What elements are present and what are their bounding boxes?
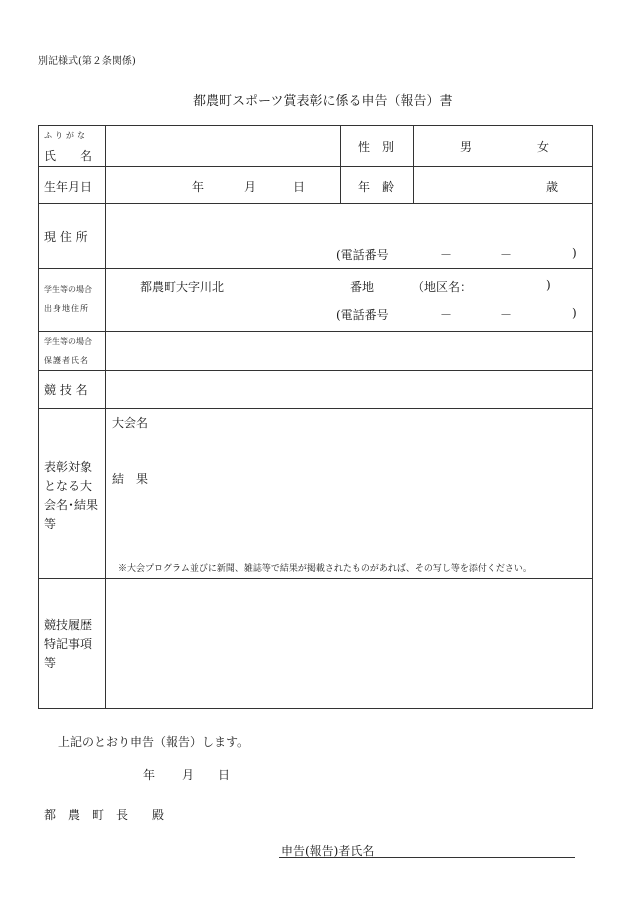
birthdate-month-unit: 月 [244, 180, 257, 194]
address-phone-dash-2: － [500, 248, 513, 262]
form-reference: 別記様式(第２条関係) [38, 56, 136, 67]
attachment-note: ※大会プログラム並びに新聞、雑誌等で結果が掲載されたものがあれば、その写し等を添付ください。 [118, 564, 532, 574]
guardian-label-line1: 学生等の場合 [44, 337, 92, 346]
birthdate-day-unit: 日 [293, 180, 306, 194]
age-unit: 歳 [546, 180, 559, 194]
award-label-line1: 表彰対象 [44, 460, 93, 474]
address-phone-label: (電話番号 [336, 248, 389, 262]
guardian-label-line2: 保護者氏名 [44, 356, 89, 365]
address-phone-dash-1: － [440, 248, 453, 262]
address-phone-close: ) [572, 246, 577, 260]
award-label-line4: 等 [44, 517, 57, 531]
origin-label-line2: 出身地住所 [44, 304, 89, 313]
birthdate-year-unit: 年 [192, 180, 205, 194]
award-label-line2: となる大 [44, 479, 93, 493]
gender-label: 性 別 [358, 140, 395, 154]
origin-address-prefix: 都農町大字川北 [140, 280, 225, 294]
birthdate-label: 生年月日 [44, 180, 93, 194]
origin-phone-dash-1: － [440, 308, 453, 322]
history-label-line3: 等 [44, 656, 57, 670]
origin-phone-label: (電話番号 [336, 308, 389, 322]
declaration-statement: 上記のとおり申告（報告）します。 [58, 735, 250, 749]
name-label: 氏 名 [44, 149, 93, 163]
origin-phone-dash-2: － [500, 308, 513, 322]
signature-label: 申告(報告)者氏名 [281, 844, 375, 858]
gender-male-option[interactable]: 男 [460, 140, 473, 154]
gender-female-option[interactable]: 女 [537, 140, 550, 154]
origin-banchi-label: 番地 [350, 280, 375, 294]
footer-day-unit: 日 [218, 768, 231, 782]
history-label-line1: 競技履歴 [44, 618, 93, 632]
origin-phone-close: ) [572, 306, 577, 320]
furigana-label: ふりがな [44, 131, 88, 140]
award-label-line3: 会名･結果 [44, 498, 99, 512]
page-title: 都農町スポーツ賞表彰に係る申告（報告）書 [193, 94, 453, 109]
footer-year-unit: 年 [143, 768, 156, 782]
footer-month-unit: 月 [182, 768, 195, 782]
origin-label-line1: 学生等の場合 [44, 285, 92, 294]
tournament-name-label: 大会名 [112, 416, 149, 430]
address-label: 現 住 所 [44, 230, 88, 244]
origin-district-close: ) [546, 278, 551, 292]
sport-label: 競 技 名 [44, 383, 88, 397]
age-label: 年 齢 [358, 180, 395, 194]
result-label: 結 果 [112, 472, 149, 486]
addressee: 都 農 町 長 殿 [44, 808, 165, 822]
origin-district-label: （地区名： [412, 280, 473, 294]
history-label-line2: 特記事項 [44, 637, 93, 651]
signature-line [279, 857, 575, 858]
